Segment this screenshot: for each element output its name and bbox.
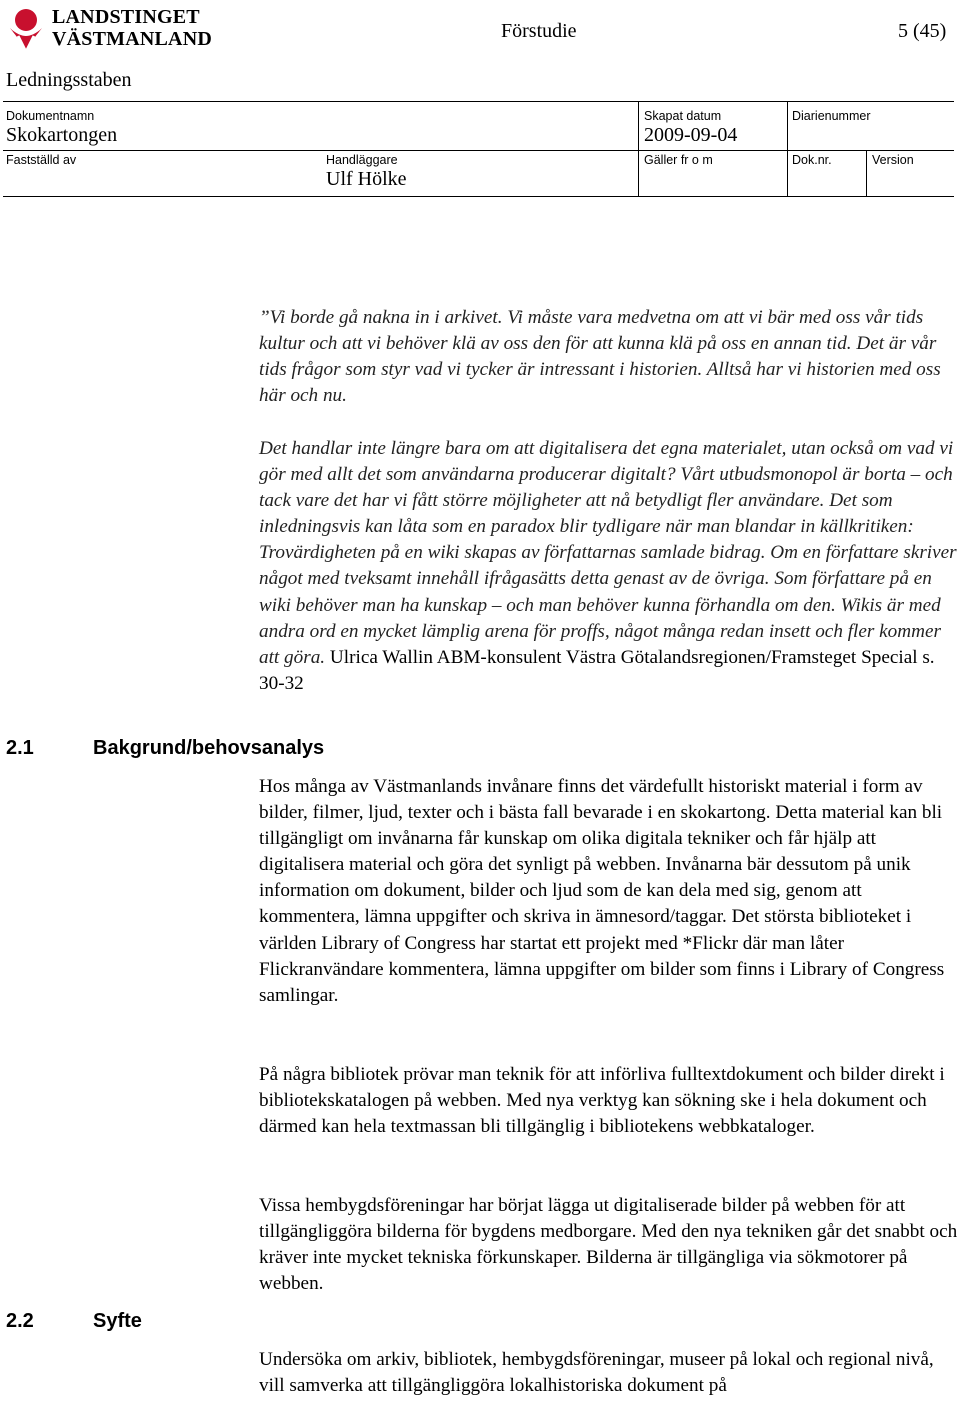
logo-text-line2: VÄSTMANLAND [52,28,212,50]
quote-paragraph-1: ”Vi borde gå nakna in i arkivet. Vi måste vara medvetna om att vi bär med oss vår tids kultur och att vi behöver klä av oss den för att kunna klä på oss en annan tid. Det är vår tids frågor som styr vad vi tycker är intressant i historien. Alltså har vi historien med oss här och nu. [259,307,941,407]
value-skapat-datum: 2009-09-04 [644,124,738,146]
label-version: Version [872,153,914,167]
body-paragraph-3: Vissa hembygdsföreningar har börjat lägga ut digitaliserade bilder på webben för att tillgängliggöra bilderna för bygdens medborgare. Med den nya tekniken går det snabbt och kräver inte mycket tekniska förkunskaper. Bilderna är tillgängliga via sökmotorer på webben. [259,1195,958,1295]
value-dokumentnamn: Skokartongen [6,124,118,146]
label-dokumentnamn: Dokumentnamn [6,109,95,123]
value-handlaggare: Ulf Hölke [326,168,407,190]
body-paragraph-4: Undersöka om arkiv, bibliotek, hembygdsföreningar, museer på lokal och regional nivå, vill samverka att tillgängliggöra lokalhistoriska dokument på [259,1349,934,1397]
table-col-divider [787,102,788,196]
table-col-divider [638,102,639,196]
table-col-divider [866,150,867,196]
label-doknr: Dok.nr. [792,153,832,167]
quote-paragraph-2 [259,436,959,697]
quote-text: Det handlar inte längre bara om att digitalisera det egna materialet, utan också om vad vi gör med allt det som användarna producerar digitalt? Vårt utbudsmonopol är borta – och tack vare det har vi fått större möjligheter att nå betydligt fler användare. Det som inledningsvis kan låta som en paradox blir tydligare när man blandar in källkritiken: Trovärdigheten på en wiki skapas av författarnas samlade bidrag. Om en författare skriver något med tveksamt innehåll ifrågasätts detta genast av de övriga. Som författare på en wiki behöver man ha kunskap – och man behöver kunna förhandla om den. Wikis är med andra ord en mycket lämplig arena för proffs, något många redan insett och fler kommer att göra. [259,438,957,668]
table-divider [3,150,954,151]
page-number: 5 (45) [898,20,947,42]
body-paragraph-2: På några bibliotek prövar man teknik för att införliva fulltextdokument och bilder direkt i bibliotekskatalogen på webben. Med nya verktyg kan sökning ske i hela dokument och därmed kan hela textmassan bli tillgänglig i bibliotekens webbkataloger. [259,1064,945,1138]
document-info-table [3,101,954,197]
body-paragraph-1: Hos många av Västmanlands invånare finns det värdefullt historiskt material i form av bilder, filmer, ljud, texter och i bästa fall bevarade i en skokartong. Detta material kan bli tillgängligt om invånarna får kunskap om olika digitala tekniker och får hjälp att digitalisera material och göra det synligt på webben. Invånarna bär dessutom på unik information om dokument, bilder och ljud som de kan dela med sig, genom att kommentera, lämna uppgifter och skriva in ämnesord/taggar. Det största biblioteket i världen Library of Congress har startat ett projekt med *Flickr där man låter Flickranvändare kommentera, lämna uppgifter om bilder som finns i Library of Congress samlingar. [259,776,945,1006]
quote-source: Ulrica Wallin ABM-konsulent Västra Götalandsregionen/Framsteget Special s. 30-32 [259,646,935,694]
section-number: 2.1 [6,737,34,759]
section-number: 2.2 [6,1310,34,1332]
department: Ledningsstaben [6,69,132,91]
logo-text-line1: LANDSTINGET [52,6,200,28]
label-skapat-datum: Skapat datum [644,109,722,123]
landstinget-logo [6,4,212,60]
label-handlaggare: Handläggare [326,153,398,167]
label-galler-fr-o-m: Gäller fr o m [644,153,713,167]
logo-emblem-icon [6,6,46,56]
label-diarienummer: Diarienummer [792,109,871,123]
section-title: Syfte [93,1310,142,1332]
document-type: Förstudie [501,20,577,42]
label-faststalld-av: Fastställd av [6,153,77,167]
section-title: Bakgrund/behovsanalys [93,737,325,759]
